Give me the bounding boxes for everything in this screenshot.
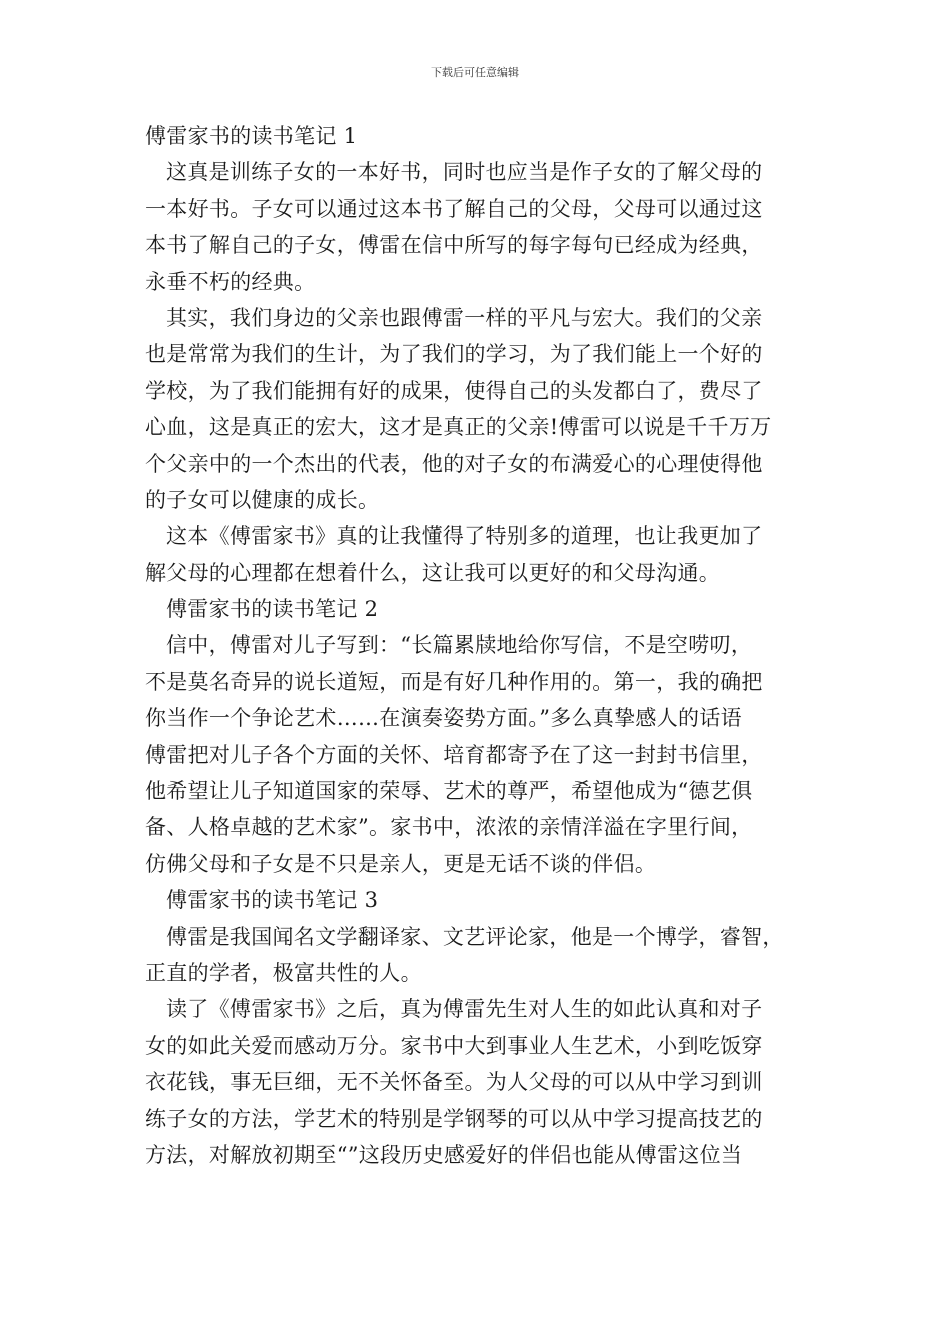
page-header: 下载后可任意编辑	[431, 66, 519, 79]
text-line: 练子女的方法，学艺术的特别是学钢琴的可以从中学习提高技艺的	[145, 1106, 763, 1131]
text-line: 这本《傅雷家书》真的让我懂得了特别多的道理，也让我更加了	[166, 524, 763, 549]
text-line: 傅雷把对儿子各个方面的关怀、培育都寄予在了这一封封书信里，	[145, 742, 763, 767]
text-line: 仿佛父母和子女是不只是亲人，更是无话不谈的伴侣。	[145, 851, 657, 876]
document-body	[145, 118, 825, 1173]
text-line: 读了《傅雷家书》之后，真为傅雷先生对人生的如此认真和对子	[166, 997, 763, 1022]
text-line: 解父母的心理都在想着什么，这让我可以更好的和父母沟通。	[145, 560, 721, 585]
section-title: 傅雷家书的读书笔记 3	[166, 888, 379, 913]
text-line: 你当作一个争论艺术……在演奏姿势方面。”多么真挚感人的话语	[145, 706, 742, 731]
text-line: 的子女可以健康的成长。	[145, 487, 380, 512]
section-title: 傅雷家书的读书笔记 2	[166, 597, 379, 622]
text-line: 衣花钱，事无巨细，无不关怀备至。为人父母的可以从中学习到训	[145, 1070, 763, 1095]
text-line: 女的如此关爱而感动万分。家书中大到事业人生艺术，小到吃饭穿	[145, 1033, 763, 1058]
text-line: 信中，傅雷对儿子写到：“长篇累牍地给你写信，不是空唠叨，	[166, 633, 753, 658]
section-title: 傅雷家书的读书笔记 1	[145, 124, 358, 148]
text-line: 这真是训练子女的一本好书，同时也应当是作子女的了解父母的	[166, 160, 763, 185]
text-line: 正直的学者，极富共性的人。	[145, 960, 422, 985]
text-line: 方法，对解放初期至“”这段历史感爱好的伴侣也能从傅雷这位当	[145, 1142, 743, 1167]
text-line: 备、人格卓越的艺术家”。家书中，浓浓的亲情洋溢在字里行间，	[145, 815, 753, 840]
text-line: 他希望让儿子知道国家的荣辱、艺术的尊严，希望他成为“德艺俱	[145, 779, 753, 804]
text-line: 本书了解自己的子女，傅雷在信中所写的每字每句已经成为经典，	[145, 233, 763, 258]
text-line: 心血，这是真正的宏大，这才是真正的父亲!傅雷可以说是千千万万	[145, 415, 772, 440]
text-line: 永垂不朽的经典。	[145, 269, 316, 294]
text-line: 傅雷是我国闻名文学翻译家、文艺评论家，他是一个博学，睿智，	[166, 924, 784, 949]
text-line: 学校，为了我们能拥有好的成果，使得自己的头发都白了，费尽了	[145, 378, 763, 403]
text-line: 个父亲中的一个杰出的代表，他的对子女的布满爱心的心理使得他	[145, 451, 763, 476]
text-line: 一本好书。子女可以通过这本书了解自己的父母，父母可以通过这	[145, 196, 763, 221]
text-line: 也是常常为我们的生计，为了我们的学习，为了我们能上一个好的	[145, 342, 763, 367]
text-line: 其实，我们身边的父亲也跟傅雷一样的平凡与宏大。我们的父亲	[166, 305, 763, 330]
text-line: 不是莫名奇异的说长道短，而是有好几种作用的。第一，我的确把	[145, 669, 763, 694]
